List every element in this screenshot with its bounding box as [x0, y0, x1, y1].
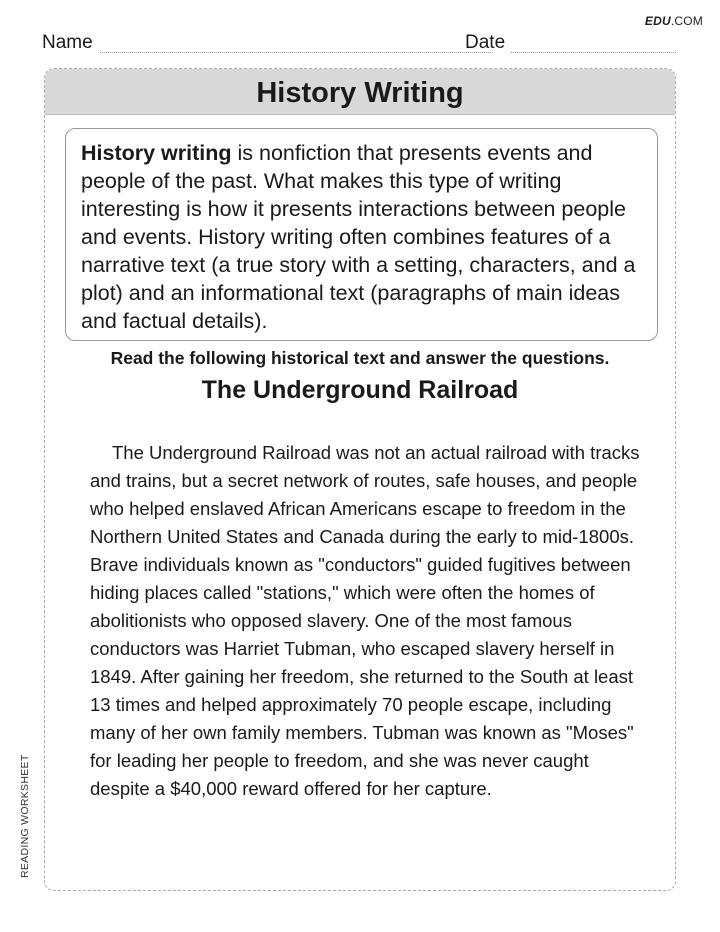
side-label: READING WORKSHEET [19, 754, 31, 878]
definition-box [65, 128, 658, 341]
worksheet-card [44, 68, 676, 891]
instruction-text: Read the following historical text and answer the questions. [110, 348, 610, 368]
passage-paragraph: The Underground Railroad was not an actual railroad with tracks and trains, but a secret network of routes, safe houses, and people who helped enslaved African Americans escape to freedom in the Northern United States and Canada during the early to mid-1800s. [90, 442, 640, 547]
name-date-row [42, 32, 676, 54]
name-field-line[interactable] [100, 52, 493, 53]
definition-text: is nonfiction that presents events and people of the past. What makes this type of writing interesting is how it presents interactions between people and events. History writing often combines features of a narrative text (a true story with a setting, characters, and a plot) and an informational text (paragraphs of main ideas and factual details). [81, 141, 636, 333]
passage-paragraph: Brave individuals known as "conductors" guided fugitives between hiding places called "stations," which were often the homes of abolitionists who opposed slavery. One of the most famous conductors was Harriet Tubman, who escaped slavery herself in 1849. After gaining her freedom, she returned to the South at least 13 times and helped approximately 70 people escape, including many of her own family members. Tubman was known as "Moses" for leading her people to freedom, and she was never caught despite a $40,000 reward offered for her capture. [90, 554, 634, 799]
definition-term: History writing [81, 141, 232, 165]
passage-body [90, 439, 650, 803]
date-field-line[interactable] [511, 52, 676, 53]
date-label: Date [465, 32, 506, 53]
worksheet-title: History Writing [45, 69, 675, 115]
logo-bold-text: EDU [644, 14, 671, 28]
passage-title: The Underground Railroad [201, 376, 519, 404]
edu-com-logo [645, 14, 703, 28]
logo-rest-text: .COM [670, 14, 703, 28]
name-label: Name [42, 32, 93, 53]
